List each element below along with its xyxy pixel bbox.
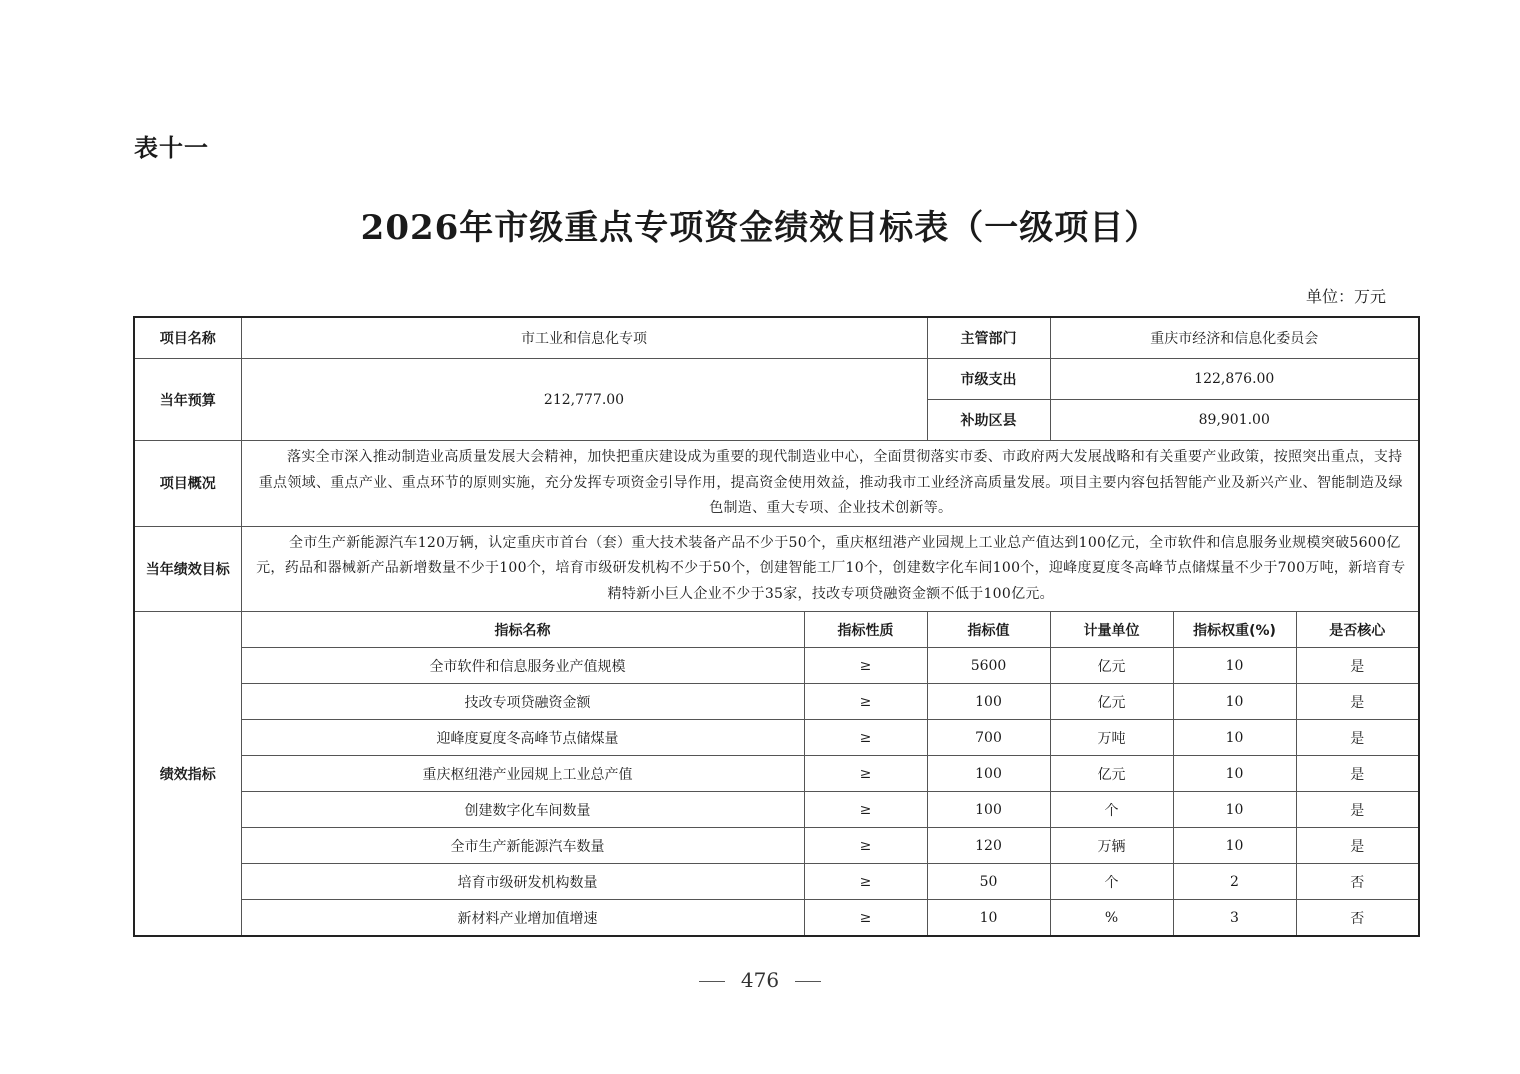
city-spend-label: 市级支出 bbox=[927, 359, 1050, 400]
indicator-core: 是 bbox=[1296, 684, 1419, 720]
indicator-name: 全市软件和信息服务业产值规模 bbox=[241, 648, 804, 684]
col-header-core: 是否核心 bbox=[1296, 612, 1419, 648]
goal-label: 当年绩效目标 bbox=[134, 526, 241, 612]
indicator-unit: 个 bbox=[1050, 864, 1173, 900]
indicator-weight: 3 bbox=[1173, 900, 1296, 937]
performance-table bbox=[133, 316, 1420, 937]
indicator-nature: ≥ bbox=[804, 684, 927, 720]
table-number: 表十一 bbox=[134, 134, 209, 162]
indicator-value: 120 bbox=[927, 828, 1050, 864]
indicator-unit: 万吨 bbox=[1050, 720, 1173, 756]
indicator-core: 是 bbox=[1296, 792, 1419, 828]
indicator-weight: 10 bbox=[1173, 756, 1296, 792]
table-row bbox=[134, 900, 1419, 937]
indicator-value: 50 bbox=[927, 864, 1050, 900]
page-title: 2026年市级重点专项资金绩效目标表（一级项目） bbox=[360, 208, 1160, 248]
indicator-unit: 万辆 bbox=[1050, 828, 1173, 864]
indicator-nature: ≥ bbox=[804, 792, 927, 828]
indicator-name: 技改专项贷融资金额 bbox=[241, 684, 804, 720]
indicator-value: 10 bbox=[927, 900, 1050, 937]
dept-label: 主管部门 bbox=[927, 317, 1050, 359]
overview-label: 项目概况 bbox=[134, 441, 241, 527]
indicator-weight: 10 bbox=[1173, 648, 1296, 684]
indicator-nature: ≥ bbox=[804, 828, 927, 864]
indicator-core: 否 bbox=[1296, 900, 1419, 937]
unit-label: 单位：万元 bbox=[1305, 287, 1386, 306]
indicator-weight: 10 bbox=[1173, 684, 1296, 720]
indicator-value: 5600 bbox=[927, 648, 1050, 684]
indicator-nature: ≥ bbox=[804, 900, 927, 937]
budget-label: 当年预算 bbox=[134, 359, 241, 441]
indicator-unit: 亿元 bbox=[1050, 648, 1173, 684]
indicator-name: 全市生产新能源汽车数量 bbox=[241, 828, 804, 864]
indicator-nature: ≥ bbox=[804, 756, 927, 792]
indicator-weight: 10 bbox=[1173, 828, 1296, 864]
indicator-value: 100 bbox=[927, 756, 1050, 792]
col-header-weight: 指标权重(%) bbox=[1173, 612, 1296, 648]
page-dash-left bbox=[699, 981, 725, 982]
col-header-unit: 计量单位 bbox=[1050, 612, 1173, 648]
indicator-core: 是 bbox=[1296, 828, 1419, 864]
project-name-label: 项目名称 bbox=[134, 317, 241, 359]
indicator-core: 是 bbox=[1296, 756, 1419, 792]
indicator-name: 重庆枢纽港产业园规上工业总产值 bbox=[241, 756, 804, 792]
indicators-label: 绩效指标 bbox=[134, 612, 241, 937]
indicator-unit: % bbox=[1050, 900, 1173, 937]
goal-row bbox=[134, 526, 1419, 612]
indicator-header-row bbox=[134, 612, 1419, 648]
table-row bbox=[134, 828, 1419, 864]
goal-text: 全市生产新能源汽车120万辆，认定重庆市首台（套）重大技术装备产品不少于50个，重庆枢纽港产业园规上工业总产值达到100亿元，全市软件和信息服务业规模突破5600亿元，药品和器械新产品新增数量不少于100个，培育市级研发机构不少于50个，创建智能工厂10个，创建数字化车间100个，迎峰度夏度冬高峰节点储煤量不少于700万吨，新培育专精特新小巨人企业不少于35家，技改专项贷融资金额不低于100亿元。 bbox=[241, 526, 1419, 612]
indicator-nature: ≥ bbox=[804, 864, 927, 900]
indicator-value: 700 bbox=[927, 720, 1050, 756]
indicator-name: 新材料产业增加值增速 bbox=[241, 900, 804, 937]
table-row bbox=[134, 684, 1419, 720]
table-row bbox=[134, 792, 1419, 828]
subsidy-value: 89,901.00 bbox=[1050, 400, 1419, 441]
page-number bbox=[0, 968, 1520, 992]
indicator-core: 否 bbox=[1296, 864, 1419, 900]
table-row bbox=[134, 756, 1419, 792]
indicator-unit: 亿元 bbox=[1050, 756, 1173, 792]
project-name-value: 市工业和信息化专项 bbox=[241, 317, 927, 359]
subsidy-label: 补助区县 bbox=[927, 400, 1050, 441]
indicator-weight: 10 bbox=[1173, 720, 1296, 756]
budget-value: 212,777.00 bbox=[241, 359, 927, 441]
page-dash-right bbox=[795, 981, 821, 982]
indicator-weight: 10 bbox=[1173, 792, 1296, 828]
indicator-nature: ≥ bbox=[804, 648, 927, 684]
dept-value: 重庆市经济和信息化委员会 bbox=[1050, 317, 1419, 359]
indicator-value: 100 bbox=[927, 792, 1050, 828]
indicator-core: 是 bbox=[1296, 720, 1419, 756]
col-header-name: 指标名称 bbox=[241, 612, 804, 648]
indicator-unit: 个 bbox=[1050, 792, 1173, 828]
indicator-name: 创建数字化车间数量 bbox=[241, 792, 804, 828]
overview-row bbox=[134, 441, 1419, 527]
project-name-row bbox=[134, 317, 1419, 359]
budget-row-1 bbox=[134, 359, 1419, 400]
col-header-value: 指标值 bbox=[927, 612, 1050, 648]
indicator-nature: ≥ bbox=[804, 720, 927, 756]
table-row bbox=[134, 648, 1419, 684]
indicator-core: 是 bbox=[1296, 648, 1419, 684]
indicator-weight: 2 bbox=[1173, 864, 1296, 900]
table-row bbox=[134, 864, 1419, 900]
indicator-name: 培育市级研发机构数量 bbox=[241, 864, 804, 900]
col-header-nature: 指标性质 bbox=[804, 612, 927, 648]
indicator-unit: 亿元 bbox=[1050, 684, 1173, 720]
page-number-text: 476 bbox=[740, 968, 780, 992]
table-row bbox=[134, 720, 1419, 756]
overview-text: 落实全市深入推动制造业高质量发展大会精神，加快把重庆建设成为重要的现代制造业中心，全面贯彻落实市委、市政府两大发展战略和有关重要产业政策，按照突出重点，支持重点领域、重点产业、重点环节的原则实施，充分发挥专项资金引导作用，提高资金使用效益，推动我市工业经济高质量发展。项目主要内容包括智能产业及新兴产业、智能制造及绿色制造、重大专项、企业技术创新等。 bbox=[241, 441, 1419, 527]
city-spend-value: 122,876.00 bbox=[1050, 359, 1419, 400]
indicator-value: 100 bbox=[927, 684, 1050, 720]
indicator-name: 迎峰度夏度冬高峰节点储煤量 bbox=[241, 720, 804, 756]
